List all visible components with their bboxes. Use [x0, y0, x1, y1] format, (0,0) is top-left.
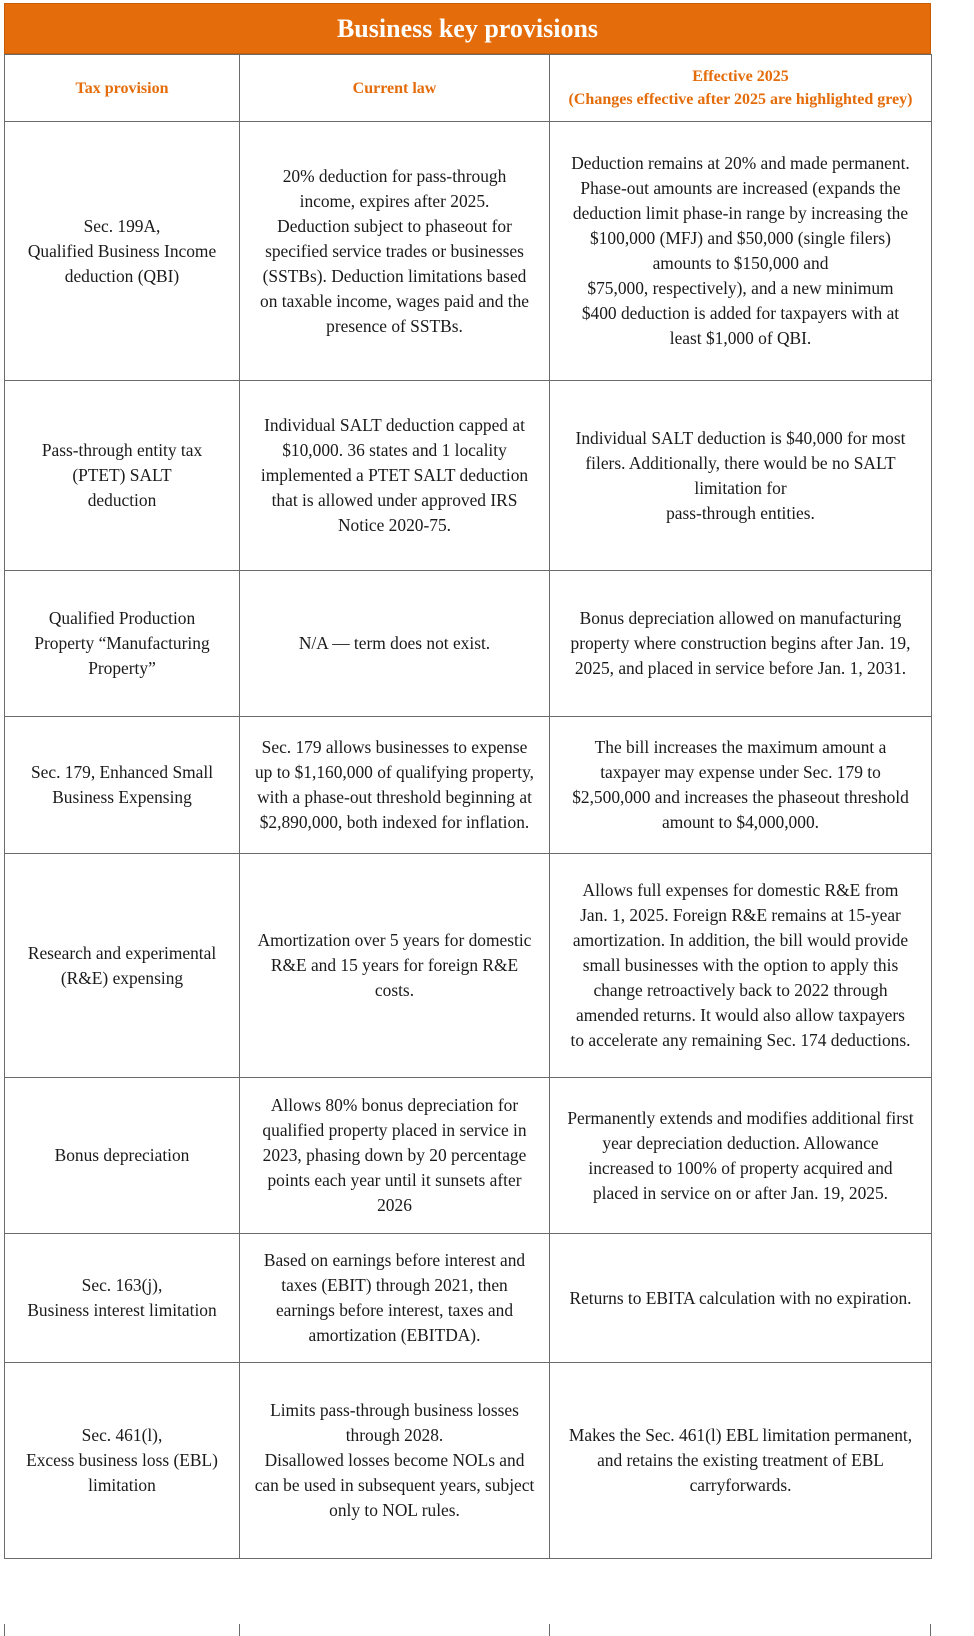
row-current-law: Sec. 179 allows businesses to expense up to $1,160,000 of qualifying property, with a phase-out threshold beginning at $2,890,000, both indexed for inflation.: [240, 717, 550, 854]
table-row: [5, 571, 932, 717]
provisions-document: [4, 3, 931, 1559]
table-header-row: [5, 55, 932, 122]
row-current-law: N/A — term does not exist.: [240, 571, 550, 717]
row-effective: The bill increases the maximum amount a taxpayer may expense under Sec. 179 to $2,500,000 and increases the phaseout threshold amount to $4,000,000.: [550, 717, 932, 854]
continuation-cell: [5, 1624, 240, 1636]
row-current-law: Limits pass-through business losses through 2028. Disallowed losses become NOLs and can be used in subsequent years, subject only to NOL rules.: [240, 1363, 550, 1559]
continuation-cell: [550, 1624, 930, 1636]
row-provision: Qualified Production Property “Manufacturing Property”: [5, 571, 240, 717]
table-row: [5, 1078, 932, 1234]
table-row: [5, 854, 932, 1078]
row-current-law: Individual SALT deduction capped at $10,000. 36 states and 1 locality implemented a PTET SALT deduction that is allowed under approved IRS Notice 2020-75.: [240, 381, 550, 571]
table-row: [5, 1363, 932, 1559]
row-effective: Allows full expenses for domestic R&E from Jan. 1, 2025. Foreign R&E remains at 15-year amortization. In addition, the bill would provide small businesses with the option to apply this change retroactively back to 2022 through amended returns. It would also allow taxpayers to accelerate any remaining Sec. 174 deductions.: [550, 854, 932, 1078]
row-effective: Bonus depreciation allowed on manufacturing property where construction begins after Jan. 19, 2025, and placed in service before Jan. 1, 2031.: [550, 571, 932, 717]
table-continuation-strip: [4, 1624, 931, 1636]
row-current-law: Amortization over 5 years for domestic R&E and 15 years for foreign R&E costs.: [240, 854, 550, 1078]
header-effective-2025: [550, 55, 932, 122]
provisions-table: [4, 54, 932, 1559]
row-current-law: Based on earnings before interest and taxes (EBIT) through 2021, then earnings before interest, taxes and amortization (EBITDA).: [240, 1234, 550, 1363]
table-row: [5, 717, 932, 854]
row-provision: Research and experimental (R&E) expensing: [5, 854, 240, 1078]
row-effective: Makes the Sec. 461(l) EBL limitation permanent, and retains the existing treatment of EBL carryforwards.: [550, 1363, 932, 1559]
row-effective: Returns to EBITA calculation with no expiration.: [550, 1234, 932, 1363]
header-effective-note: (Changes effective after 2025 are highlighted grey): [568, 91, 913, 108]
row-provision: Pass-through entity tax (PTET) SALT deduction: [5, 381, 240, 571]
row-provision: Bonus depreciation: [5, 1078, 240, 1234]
header-tax-provision: Tax provision: [5, 55, 240, 122]
row-current-law: 20% deduction for pass-through income, expires after 2025. Deduction subject to phaseout for specified service trades or businesses (SSTBs). Deduction limitations based on taxable income, wages paid and the presence of SSTBs.: [240, 122, 550, 381]
row-effective: Individual SALT deduction is $40,000 for most filers. Additionally, there would be no SALT limitation for pass-through entities.: [550, 381, 932, 571]
row-provision: Sec. 199A, Qualified Business Income deduction (QBI): [5, 122, 240, 381]
table-row: [5, 381, 932, 571]
header-current-law: Current law: [240, 55, 550, 122]
header-effective-title: Effective 2025: [692, 68, 789, 85]
row-provision: Sec. 163(j), Business interest limitation: [5, 1234, 240, 1363]
table-row: [5, 122, 932, 381]
page-title: Business key provisions: [4, 3, 931, 54]
row-provision: Sec. 461(l), Excess business loss (EBL) limitation: [5, 1363, 240, 1559]
row-current-law: Allows 80% bonus depreciation for qualified property placed in service in 2023, phasing down by 20 percentage points each year until it sunsets after 2026: [240, 1078, 550, 1234]
row-effective: Permanently extends and modifies additional first year depreciation deduction. Allowance increased to 100% of property acquired and placed in service on or after Jan. 19, 2025.: [550, 1078, 932, 1234]
row-provision: Sec. 179, Enhanced Small Business Expensing: [5, 717, 240, 854]
row-effective: Deduction remains at 20% and made permanent. Phase-out amounts are increased (expands the deduction limit phase-in range by increasing the $100,000 (MFJ) and $50,000 (single filers) amounts to $150,000 and $75,000, respectively), and a new minimum $400 deduction is added for taxpayers with at least $1,000 of QBI.: [550, 122, 932, 381]
continuation-cell: [240, 1624, 550, 1636]
table-row: [5, 1234, 932, 1363]
